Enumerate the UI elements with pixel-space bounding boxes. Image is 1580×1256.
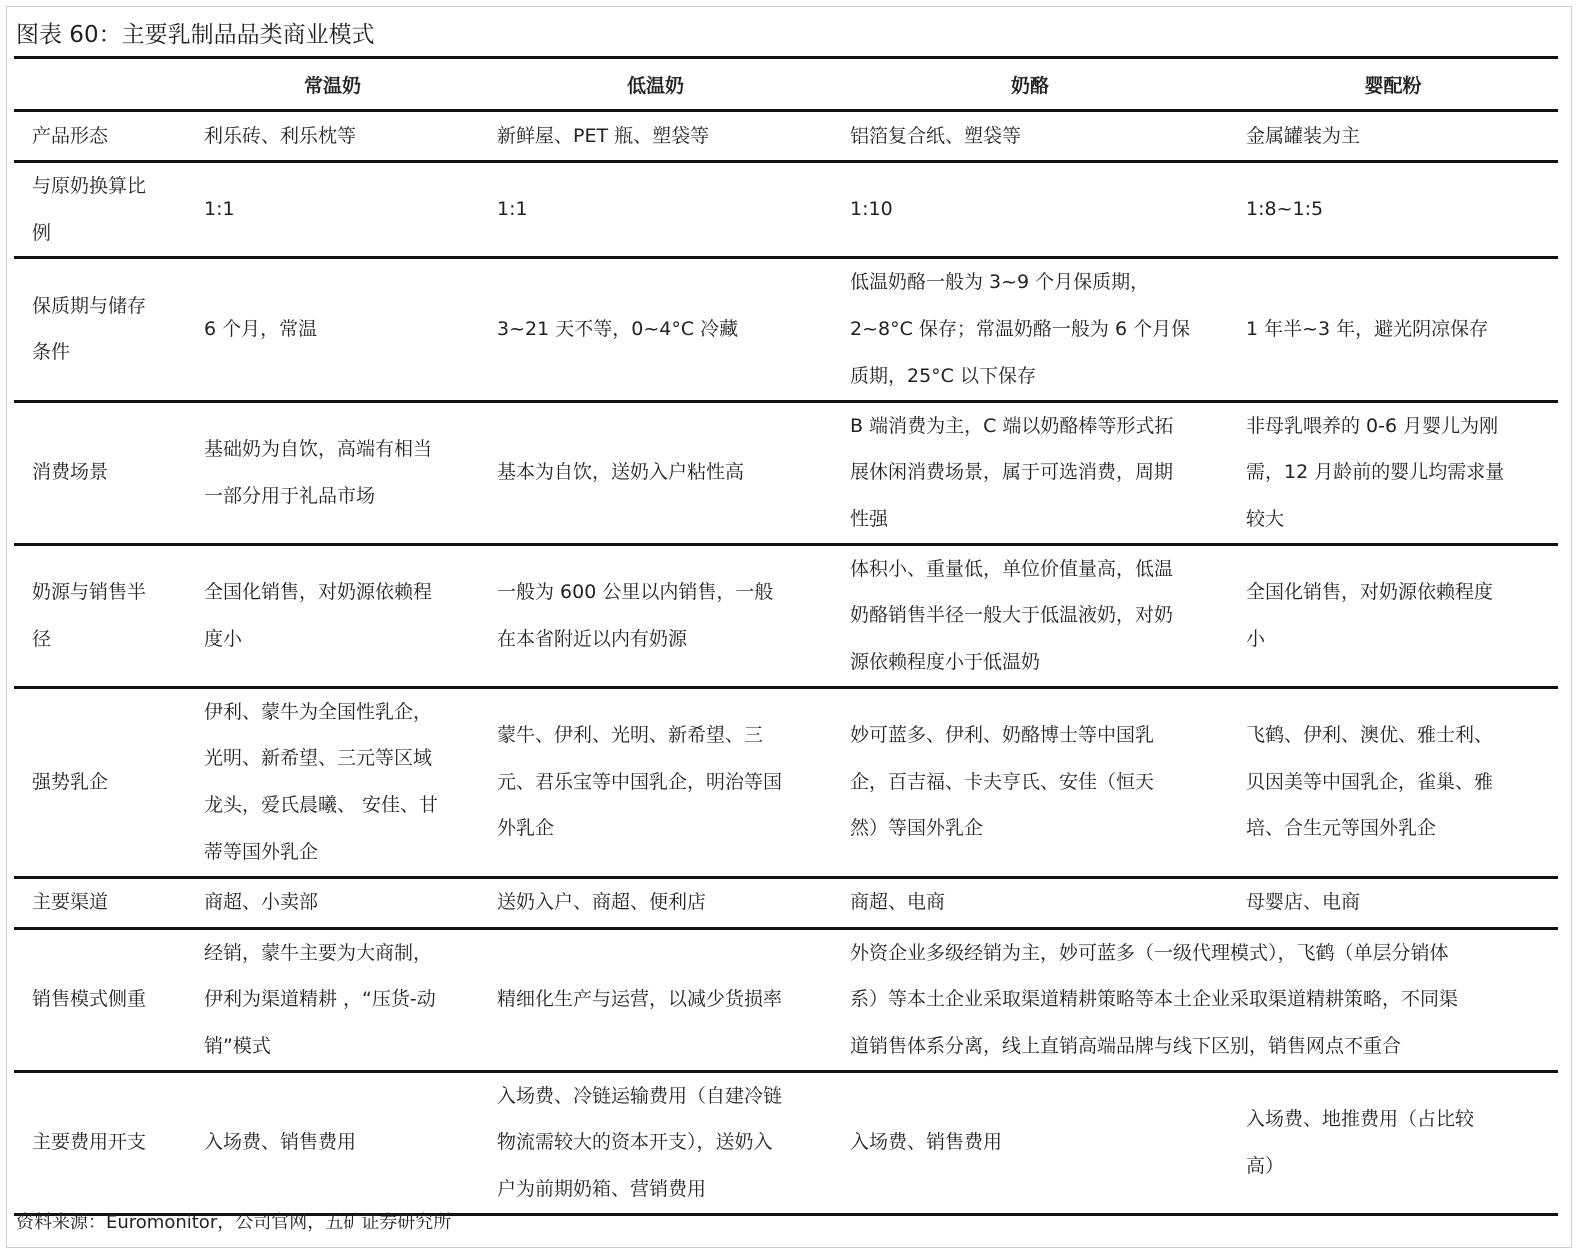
cell-text: 奶酪销售半径一般大于低温液奶，对奶 — [850, 604, 1174, 627]
cell-text: 龙头，爱氏晨曦、 安佳、甘 — [204, 794, 439, 817]
row-label — [14, 544, 186, 687]
cell-text: 外资企业多级经销为主，妙可蓝多（一级代理模式），飞鹤（单层分销体 — [850, 941, 1449, 964]
cell-text: 径 — [32, 627, 52, 650]
cell-text: 培、合生元等国外乳企 — [1246, 817, 1437, 840]
header-chilled-milk: 低温奶 — [479, 58, 832, 111]
cell-text: 户为前期奶箱、营销费用 — [497, 1178, 707, 1201]
table-cell — [1228, 111, 1558, 162]
cell-text: 6 个月，常温 — [204, 318, 318, 341]
table-cell — [479, 1071, 832, 1214]
cell-text: 主要费用开支 — [32, 1131, 147, 1154]
cell-text: 外乳企 — [497, 817, 555, 840]
cell-text: 1:10 — [850, 198, 893, 221]
cell-text: 伊利为渠道精耕 ，“压货-动 — [204, 988, 436, 1011]
cell-text: 妙可蓝多、伊利、奶酪博士等中国乳 — [850, 724, 1155, 747]
row-label — [14, 111, 186, 162]
header-row — [14, 58, 1558, 111]
cell-text: 蒂等国外乳企 — [204, 840, 319, 863]
table-cell — [186, 1071, 479, 1214]
cell-text: 道销售体系分离，线上直销高端品牌与线下区别，销售网点不重合 — [850, 1034, 1402, 1057]
row-label — [14, 258, 186, 401]
cell-text: 1:1 — [497, 198, 528, 221]
table-cell — [479, 928, 832, 1071]
table-cell — [186, 258, 479, 401]
cell-text: 伊利、蒙牛为全国性乳企， — [204, 700, 433, 723]
table-row — [14, 544, 1558, 687]
cell-text: 母婴店、电商 — [1246, 891, 1361, 914]
cell-text: 金属罐装为主 — [1246, 124, 1361, 147]
table-row — [14, 1071, 1558, 1214]
row-label — [14, 877, 186, 928]
cell-text: 1 年半~3 年，避光阴凉保存 — [1246, 318, 1489, 341]
header-empty — [14, 58, 186, 111]
table-cell — [186, 111, 479, 162]
cell-text: 展休闲消费场景，属于可选消费，周期 — [850, 461, 1174, 484]
cell-text: 经销，蒙牛主要为大商制， — [204, 941, 433, 964]
table-cell — [479, 258, 832, 401]
cell-text: 1:8~1:5 — [1246, 198, 1324, 221]
cell-text: 送奶入户、商超、便利店 — [497, 891, 707, 914]
cell-text: 系）等本土企业采取渠道精耕策略等本土企业采取渠道精耕策略，不同渠 — [850, 988, 1459, 1011]
table-cell — [832, 111, 1228, 162]
cell-text: 入场费、地推费用（占比较 — [1246, 1108, 1475, 1130]
cell-text: 精细化生产与运营，以减少货损率 — [497, 988, 783, 1011]
cell-text: 2~8°C 保存；常温奶酪一般为 6 个月保 — [850, 318, 1191, 341]
table-cell — [1228, 687, 1558, 877]
cell-text: 消费场景 — [32, 461, 109, 484]
table-cell — [186, 544, 479, 687]
table-cell — [832, 258, 1228, 401]
cell-text: 入场费、冷链运输费用（自建冷链 — [497, 1084, 783, 1107]
cell-text: 光明、新希望、三元等区域 — [204, 747, 433, 770]
table-cell — [186, 401, 479, 544]
header-infant-formula: 婴配粉 — [1228, 58, 1558, 111]
cell-text: 例 — [32, 221, 52, 244]
cell-text: 利乐砖、利乐枕等 — [204, 124, 357, 147]
table-cell — [832, 162, 1228, 258]
table-row — [14, 687, 1558, 877]
cell-text: 较大 — [1246, 507, 1285, 530]
cell-text: 高） — [1246, 1154, 1285, 1177]
row-label — [14, 1071, 186, 1214]
cell-text: 非母乳喂养的 0-6 月婴儿为刚 — [1246, 414, 1499, 437]
table-cell — [479, 162, 832, 258]
cell-text: 物流需较大的资本开支），送奶入 — [497, 1131, 773, 1154]
cell-text: 入场费、销售费用 — [850, 1131, 1003, 1154]
cell-text: 体积小、重量低，单位价值量高，低温 — [850, 557, 1174, 580]
cell-text: 1:1 — [204, 198, 235, 221]
cell-text: 企，百吉福、卡夫亨氏、安佳（恒天 — [850, 770, 1155, 793]
table-cell — [1228, 258, 1558, 401]
table-cell — [479, 877, 832, 928]
table-cell — [832, 544, 1228, 687]
cell-text: 一部分用于礼品市场 — [204, 484, 376, 507]
cell-text: 商超、小卖部 — [204, 891, 319, 914]
row-label — [14, 401, 186, 544]
table-cell — [479, 687, 832, 877]
cell-text: 小 — [1246, 627, 1266, 650]
table-cell — [186, 877, 479, 928]
cell-text: 基本为自饮，送奶入户粘性高 — [497, 461, 745, 484]
cell-text: 入场费、销售费用 — [204, 1131, 357, 1154]
table-cell — [832, 877, 1228, 928]
table-cell — [1228, 877, 1558, 928]
cell-text: 一般为 600 公里以内销售，一般 — [497, 580, 774, 603]
cell-text: 基础奶为自饮，高端有相当 — [204, 437, 433, 460]
cell-text: 质期，25°C 以下保存 — [850, 364, 1036, 387]
cell-text: 铝箔复合纸、塑袋等 — [850, 124, 1022, 147]
source-note: 资料来源：Euromonitor，公司官网，五矿证券研究所 — [16, 1212, 452, 1233]
table-row — [14, 401, 1558, 544]
cell-text: 保质期与储存 — [32, 294, 147, 317]
table-cell — [186, 687, 479, 877]
cell-text: 源依赖程度小于低温奶 — [850, 651, 1041, 674]
table-row — [14, 162, 1558, 258]
cell-text: 新鲜屋、PET 瓶、塑袋等 — [497, 124, 710, 147]
cell-text: B 端消费为主，C 端以奶酪棒等形式拓 — [850, 414, 1174, 437]
cell-text: 条件 — [32, 341, 71, 364]
table-row — [14, 111, 1558, 162]
cell-text: 飞鹤、伊利、澳优、雅士利、 — [1246, 724, 1494, 747]
cell-text: 贝因美等中国乳企，雀巢、雅 — [1246, 770, 1494, 793]
cell-text: 蒙牛、伊利、光明、新希望、三 — [497, 724, 764, 747]
table-cell — [1228, 1071, 1558, 1214]
business-model-table — [14, 56, 1558, 1216]
cell-text: 商超、电商 — [850, 891, 946, 914]
cell-text: 3~21 天不等，0~4°C 冷藏 — [497, 318, 739, 341]
cell-text: 奶源与销售半 — [32, 580, 147, 603]
table-row — [14, 877, 1558, 928]
cell-text: 产品形态 — [32, 124, 109, 147]
header-cheese: 奶酪 — [832, 58, 1228, 111]
cell-text: 性强 — [850, 507, 889, 530]
cell-text: 强势乳企 — [32, 770, 109, 793]
table-row — [14, 928, 1558, 1071]
cell-text: 与原奶换算比 — [32, 175, 147, 197]
row-label — [14, 687, 186, 877]
cell-text: 全国化销售，对奶源依赖程 — [204, 580, 433, 603]
table-cell — [832, 401, 1228, 544]
cell-text: 全国化销售，对奶源依赖程度 — [1246, 580, 1494, 603]
row-label — [14, 162, 186, 258]
cell-text: 需，12 月龄前的婴儿均需求量 — [1246, 461, 1505, 484]
cell-text: 销售模式侧重 — [32, 988, 147, 1011]
header-ambient-milk: 常温奶 — [186, 58, 479, 111]
table-cell — [479, 544, 832, 687]
cell-text: 度小 — [204, 627, 243, 650]
table-cell — [479, 401, 832, 544]
table-cell — [1228, 401, 1558, 544]
cell-text: 低温奶酪一般为 3~9 个月保质期， — [850, 271, 1150, 294]
cell-text: 元、君乐宝等中国乳企，明治等国 — [497, 770, 783, 793]
cell-text: 销”模式 — [204, 1034, 271, 1057]
table-cell — [186, 928, 479, 1071]
table-cell — [1228, 162, 1558, 258]
figure-title: 图表 60：主要乳制品品类商业模式 — [16, 22, 375, 48]
table-cell — [186, 162, 479, 258]
table-cell — [832, 687, 1228, 877]
cell-text: 在本省附近以内有奶源 — [497, 627, 688, 650]
cell-text: 然）等国外乳企 — [850, 817, 984, 840]
cell-text: 主要渠道 — [32, 891, 109, 914]
row-label — [14, 928, 186, 1071]
table-cell — [832, 1071, 1228, 1214]
table-row — [14, 258, 1558, 401]
table-cell — [1228, 544, 1558, 687]
merged-cell — [832, 928, 1558, 1071]
table-cell — [479, 111, 832, 162]
